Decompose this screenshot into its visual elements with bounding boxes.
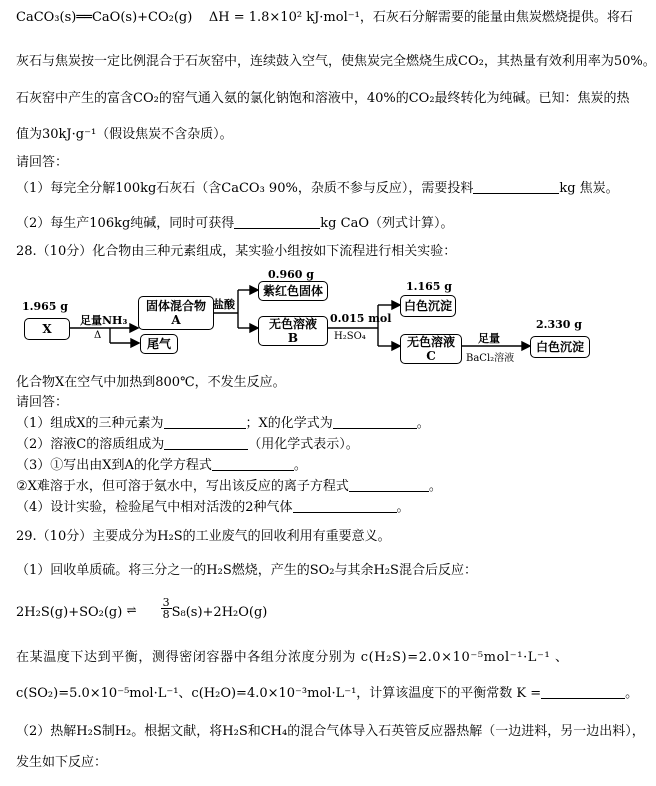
box-solid-mixture-a <box>138 296 214 330</box>
q28-prompt: 请回答： <box>16 395 69 410</box>
intro-line-4: 值为30kJ·g⁻¹（假设焦炭不含杂质）。 <box>16 127 233 142</box>
box-white-ppt-1 <box>400 295 456 317</box>
question-2-unit: kg CaO（列式计算）。 <box>320 216 454 231</box>
white-ppt-1-label: 白色沉淀 <box>403 299 452 313</box>
box-compound-x <box>24 318 70 340</box>
box-b-letter: B <box>287 331 299 345</box>
equation-fraction <box>161 597 172 620</box>
reagent-excess: 足量 <box>478 332 500 345</box>
intro-line-2: 灰石与焦炭按一定比例混合于石灰窑中，连续鼓入空气，使焦炭完全燃烧生成CO₂，其热量有效利用率为50%。 <box>16 54 656 69</box>
q28-q3-text: （3）①写出由X到A的化学方程式 <box>16 458 212 473</box>
q28-q2-text: （2）溶液C的溶质组成为 <box>16 437 165 452</box>
answer-blank[interactable] <box>349 479 429 492</box>
mass-red-solid: 0.960 g <box>268 268 314 281</box>
answer-blank[interactable] <box>164 437 248 450</box>
answer-blank[interactable] <box>333 416 417 429</box>
question-1-text: （1）每完全分解100kg石灰石（含CaCO₃ 90%，杂质不参与反应），需要投料 <box>16 181 474 196</box>
answer-blank[interactable] <box>541 686 625 699</box>
heat-symbol: Δ <box>94 330 102 341</box>
acid-amount: 0.015 mol <box>330 312 392 325</box>
fraction-denominator: 8 <box>162 608 170 621</box>
q29-heading: 29.（10分）主要成分为H₂S的工业废气的回收利用有重要意义。 <box>16 529 391 544</box>
q28-q3-end: 。 <box>293 458 307 473</box>
intro-line-3: 石灰窑中产生的富含CO₂的窑气通入氨的氯化钠饱和溶液中，40%的CO₂最终转化为纯碱。已知：焦炭的热 <box>16 91 630 106</box>
q28-q2-end: （用化学式表示）。 <box>248 437 359 452</box>
equation-right: S₈(s)+2H₂O(g) <box>171 605 268 620</box>
answer-blank[interactable] <box>164 416 246 429</box>
mass-white-ppt-2: 2.330 g <box>536 318 582 331</box>
q28-question-3 <box>16 458 307 474</box>
enthalpy-value: ΔH = 1.8×10² kJ·mol⁻¹ <box>208 10 360 25</box>
q28-line-1: 化合物X在空气中加热到800℃，不发生反应。 <box>16 375 286 390</box>
box-c-label: 无色溶液 <box>406 335 455 349</box>
fraction-numerator: 3 <box>162 596 170 609</box>
mass-x: 1.965 g <box>22 300 68 313</box>
question-2-text: （2）每生产106kg纯碱，同时可获得 <box>16 216 235 231</box>
tail-gas-label: 尾气 <box>146 337 171 351</box>
reagent-hcl: 盐酸 <box>213 298 235 311</box>
white-ppt-2-label: 白色沉淀 <box>535 340 584 354</box>
q28-q3b-text: ②X难溶于水，但可溶于氨水中，写出该反应的离子方程式 <box>16 479 349 494</box>
equation-left: 2H₂S(g)+SO₂(g) <box>16 605 123 620</box>
box-white-ppt-2 <box>530 336 590 358</box>
q28-q4-text: （4）设计实验，检验尾气中相对活泼的2种气体 <box>16 500 293 515</box>
q29-question-3: 发生如下反应： <box>16 755 108 770</box>
box-c-letter: C <box>426 349 436 363</box>
box-purple-red-solid <box>258 281 328 301</box>
q29-question-2: （2）热解H₂S制H₂。根据文献，将H₂S和CH₄的混合气体导入石英管反应器热解（一边进料，另一边出料）， <box>16 724 645 739</box>
answer-blank[interactable] <box>293 500 397 513</box>
box-a-letter: A <box>171 313 181 327</box>
reagent-nh3: 足量NH₃ <box>80 314 128 327</box>
reagent-bacl2: BaCl₂溶液 <box>466 353 515 364</box>
q29-p2-text: c(SO₂)=5.0×10⁻⁵mol·L⁻¹、c(H₂O)=4.0×10⁻³mol·L⁻¹，计算该温度下的平衡常数 K = <box>16 686 542 701</box>
q29-paragraph-1: 在某温度下达到平衡，测得密闭容器中各组分浓度分别为 c(H₂S)=2.0×10⁻⁵mol⁻¹·L⁻¹ 、 <box>16 650 569 665</box>
decomposition-equation: CaCO₃(s)══CaO(s)+CO₂(g) <box>16 10 193 25</box>
box-b-label: 无色溶液 <box>268 317 317 331</box>
acid-formula: H₂SO₄ <box>334 331 366 342</box>
box-solution-b <box>258 316 328 346</box>
box-solution-c <box>400 334 462 364</box>
q29-paragraph-2 <box>16 686 638 702</box>
q28-question-3b <box>16 479 442 495</box>
question-1-unit: kg 焦炭。 <box>559 181 619 196</box>
q28-q1-end: 。 <box>416 416 430 431</box>
q29-p2-end: 。 <box>625 686 639 701</box>
q29-question-1: （1）回收单质硫。将三分之一的H₂S燃烧，产生的SO₂与其余H₂S混合后反应： <box>16 563 477 578</box>
prompt-label: 请回答： <box>16 155 69 170</box>
answer-blank[interactable] <box>212 458 294 471</box>
box-tail-gas <box>140 334 178 354</box>
box-x-label: X <box>42 322 52 336</box>
box-a-label: 固体混合物 <box>145 299 206 313</box>
equilibrium-arrow: ⇌ <box>126 603 137 617</box>
q28-q3b-end: 。 <box>428 479 442 494</box>
q28-question-4 <box>16 500 410 516</box>
q28-q4-end: 。 <box>396 500 410 515</box>
mass-white-ppt-1: 1.165 g <box>406 280 452 293</box>
q28-question-2 <box>16 437 359 453</box>
red-solid-label: 紫红色固体 <box>262 284 323 298</box>
q28-question-1 <box>16 416 430 432</box>
intro-line-1-tail: ，石灰石分解需要的能量由焦炭燃烧提供。将石 <box>359 10 633 25</box>
q28-q1-text: （1）组成X的三种元素为 <box>16 416 164 431</box>
q28-heading: 28.（10分）化合物由三种元素组成，某实验小组按如下流程进行相关实验： <box>16 244 457 259</box>
q28-q1-mid: ；X的化学式为 <box>245 416 333 431</box>
sulfur-equation <box>16 596 268 621</box>
